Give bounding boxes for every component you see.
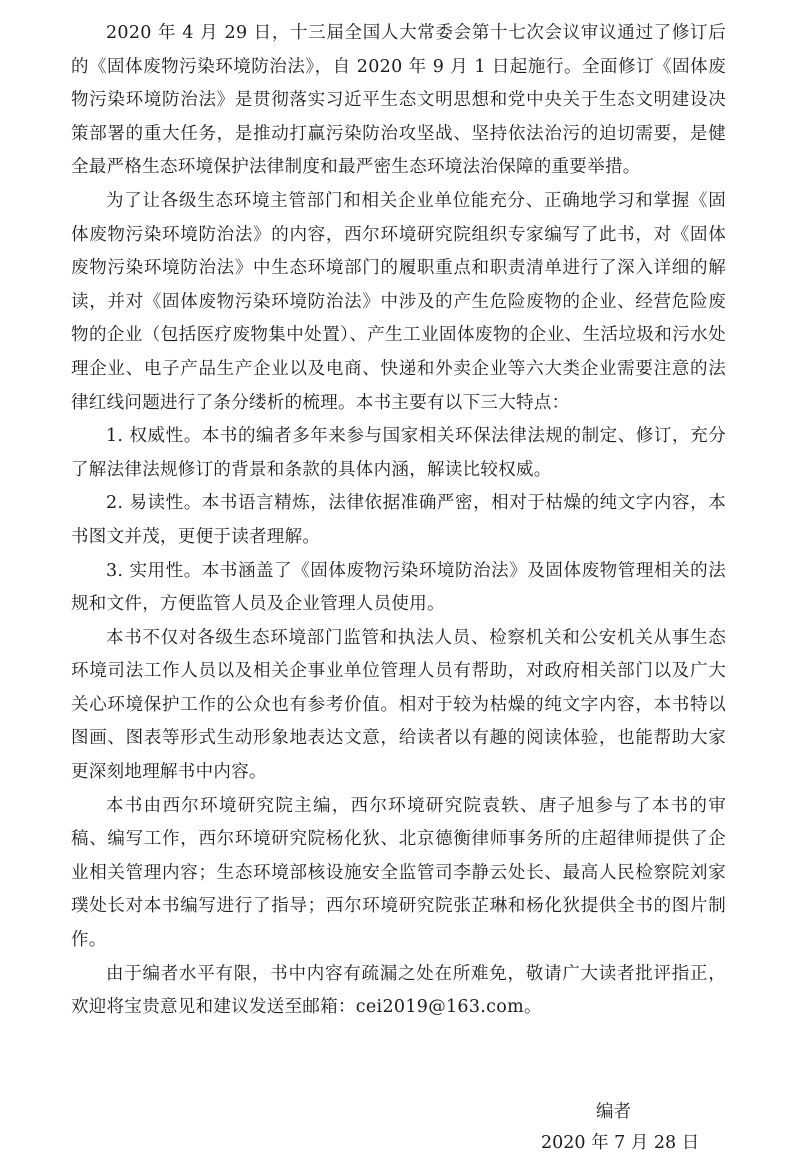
paragraph-feedback: 由于编者水平有限，书中内容有疏漏之处在所难免，敬请广大读者批评指正，欢迎将宝贵意见和建议发送至邮箱：cei2019@163.com。 <box>71 963 726 1018</box>
paragraph-feature-authority: 1. 权威性。本书的编者多年来参与国家相关环保法律法规的制定、修订，充分了解法律法规修订的背景和条款的具体内涵，解读比较权威。 <box>71 426 726 480</box>
signature-date: 2020 年 7 月 28 日 <box>541 1133 700 1153</box>
paragraph-acknowledgements: 本书由西尔环境研究院主编，西尔环境研究院袁轶、唐子旭参与了本书的审稿、编写工作，西尔环境研究院杨化狄、北京德衡律师事务所的庄超律师提供了企业相关管理内容；生态环境部核设施安全监管司李静云处长、最高人民检察院刘家璞处长对本书编写进行了指导；西尔环境研究院张芷琳和杨化狄提供全书的图片制作。 <box>71 795 726 951</box>
paragraph-feature-readability: 2. 易读性。本书语言精炼，法律依据准确严密，相对于枯燥的纯文字内容，本书图文并茂，更便于读者理解。 <box>71 493 726 547</box>
preface-body <box>71 17 726 1025</box>
paragraph-law-revision: 2020 年 4 月 29 日，十三届全国人大常委会第十七次会议审议通过了修订后的《固体废物污染环境防治法》，自 2020 年 9 月 1 日起施行。全面修订《固体废物污染环境防治法》是贯彻落实习近平生态文明思想和党中央关于生态文明建设决策部署的重大任务，是推动打赢污染防治攻坚战、坚持依法治污的迫切需要，是健全最严格生态环境保护法律制度和最严密生态环境法治保障的重要举措。 <box>71 23 726 178</box>
paragraph-audience: 本书不仅对各级生态环境部门监管和执法人员、检察机关和公安机关从事生态环境司法工作人员以及相关企事业单位管理人员有帮助，对政府相关部门以及广大关心环境保护工作的公众也有参考价值。相对于较为枯燥的纯文字内容，本书特以图画、图表等形式生动形象地表达文意，给读者以有趣的阅读体验，也能帮助大家更深刻地理解书中内容。 <box>71 627 726 783</box>
signature-editor: 编者 <box>596 1102 631 1122</box>
paragraph-feature-practicality: 3. 实用性。本书涵盖了《固体废物污染环境防治法》及固体废物管理相关的法规和文件，方便监管人员及企业管理人员使用。 <box>71 560 726 615</box>
paragraph-book-purpose: 为了让各级生态环境主管部门和相关企业单位能充分、正确地学习和掌握《固体废物污染环境防治法》的内容，西尔环境研究院组织专家编写了此书，对《固体废物污染环境防治法》中生态环境部门的履职重点和职责清单进行了深入详细的解读，并对《固体废物污染环境防治法》中涉及的产生危险废物的企业、经营危险废物的企业（包括医疗废物集中处置）、产生工业固体废物的企业、生活垃圾和污水处理企业、电子产品生产企业以及电商、快递和外卖企业等六大类企业需要注意的法律红线问题进行了条分缕析的梳理。本书主要有以下三大特点： <box>71 190 726 413</box>
